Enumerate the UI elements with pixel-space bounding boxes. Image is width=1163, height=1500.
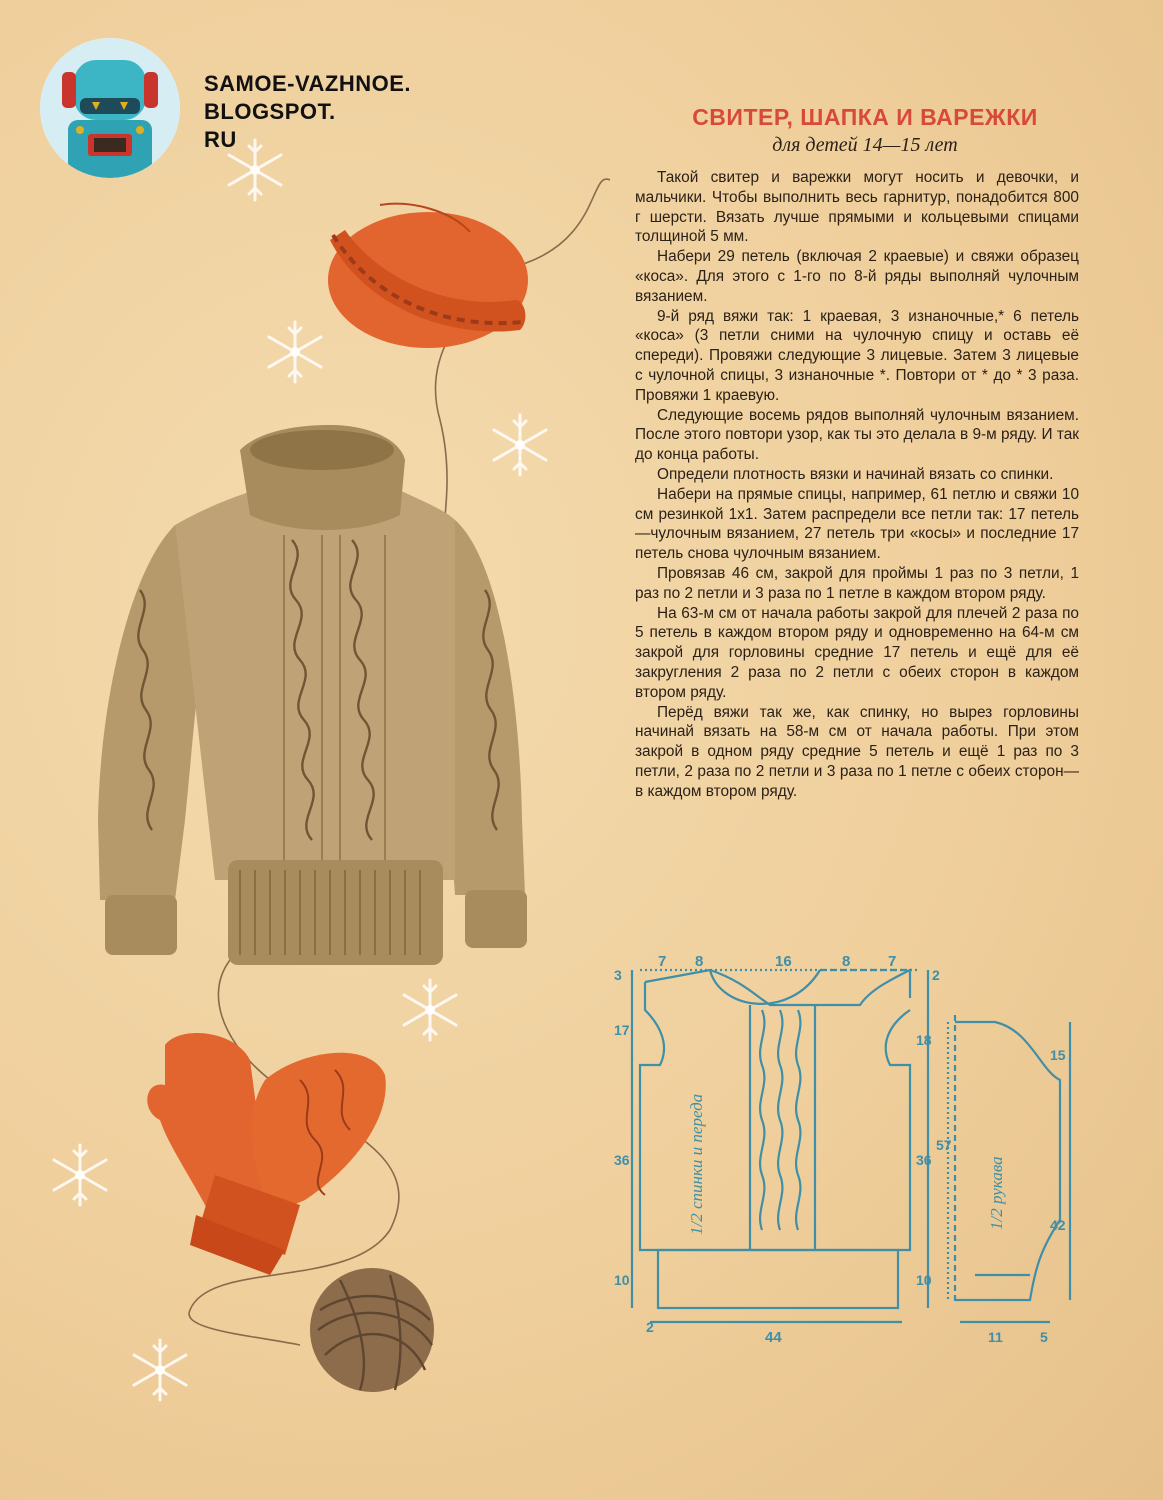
knitting-pattern-diagram [610, 950, 1090, 1380]
paragraph: Такой свитер и варежки могут носить и девочки, и мальчики. Чтобы выполнить весь гарнитур, понадобится 800 г шерсти. Вязать лучше прямыми и кольцевыми спицами толщиной 5 мм. [635, 169, 1079, 246]
paragraph: Набери на прямые спицы, например, 61 петлю и свяжи 10 см резинкой 1х1. Затем распредели все петли так: 17 петель—чулочным вязанием, 27 петель три «косы» и последние 17 петель снова чулочным вязанием. [635, 485, 1079, 563]
snowflake-icon [404, 980, 456, 1040]
watermark-line-1: SAMOE-VAZHNOE. [204, 71, 412, 96]
dim-label: 42 [1050, 1217, 1066, 1233]
knitted-mittens [147, 1033, 385, 1275]
dim-label: 36 [916, 1152, 932, 1168]
dim-label: 10 [916, 1272, 932, 1288]
dim-label: 7 [888, 953, 897, 970]
yarn-ball [310, 1268, 434, 1392]
dim-label: 44 [765, 1329, 782, 1346]
snowflake-icon [494, 415, 546, 475]
dim-label: 3 [614, 967, 622, 983]
article-subtitle: для детей 14—15 лет [772, 134, 958, 156]
dim-label: 2 [646, 1319, 654, 1335]
dim-label: 18 [916, 1032, 932, 1048]
snowflake-icon [54, 1145, 106, 1205]
dim-label: 36 [614, 1152, 630, 1168]
knitted-sweater [98, 425, 527, 965]
snowflake-icon [269, 322, 321, 382]
paragraph: Провязав 46 см, закрой для проймы 1 раз по 3 петли, 1 раз по 2 петли и 3 раза по 1 петле в каждом втором ряду. [635, 564, 1079, 602]
paragraph: Перёд вяжи так же, как спинку, но вырез горловины начинай вязать на 58-м см от начала работы. При этом закрой в одном ряду средние 5 петель и ещё 1 раз по 3 петли, 2 раза по 2 петли и 3 раза по 1 петле с обеих сторон—в каждом втором ряду. [635, 703, 1079, 800]
dim-label: 2 [932, 967, 940, 983]
snowflake-icon [229, 140, 281, 200]
paragraph: На 63-м см от начала работы закрой для плечей 2 раза по 5 петель в каждом втором ряду и одновременно на 64-м см закрой для горловины средние 17 петель и ещё для её закругления 2 раза по 2 петли с обеих сторон в каждом втором ряду. [635, 604, 1079, 701]
dim-label: 16 [775, 953, 792, 970]
sleeve-piece-label: 1/2 рукава [987, 1156, 1006, 1230]
body-piece-label: 1/2 спинки и переда [687, 1093, 706, 1235]
dim-label: 15 [1050, 1047, 1066, 1063]
dim-label: 8 [695, 953, 704, 970]
dim-label: 10 [614, 1272, 630, 1288]
paragraph: Определи плотность вязки и начинай вязать со спинки. [657, 465, 1054, 483]
watermark-line-3: RU [204, 127, 237, 152]
dim-label: 17 [614, 1022, 630, 1038]
dim-label: 7 [658, 953, 667, 970]
dim-label: 57 [936, 1137, 952, 1153]
snowflake-icon [134, 1340, 186, 1400]
article-title: СВИТЕР, ШАПКА И ВАРЕЖКИ [692, 104, 1038, 130]
paragraph: 9-й ряд вяжи так: 1 краевая, 3 изнаночные,* 6 петель «коса» (3 петли сними на чулочную спицу и оставь её спереди). Провяжи следующие 3 лицевые. Затем 3 лицевые с чулочной спицы, 3 изнаночные *. Повтори от * до * 3 раза. Провяжи 1 краевую. [635, 307, 1079, 404]
paragraph: Набери 29 петель (включая 2 краевые) и свяжи образец «коса». Для этого с 1-го по 8-й ряды выполняй чулочным вязанием. [635, 248, 1079, 305]
article-body [635, 168, 1079, 802]
knitted-hat [328, 204, 528, 348]
dim-label: 8 [842, 953, 851, 970]
dim-label: 11 [988, 1329, 1003, 1345]
watermark-line-2: BLOGSPOT. [204, 99, 336, 124]
dim-label: 5 [1040, 1329, 1048, 1345]
paragraph: Следующие восемь рядов выполняй чулочным вязанием. После этого повтори узор, как ты это делала в 9-м ряду. И так до конца работы. [635, 406, 1079, 464]
